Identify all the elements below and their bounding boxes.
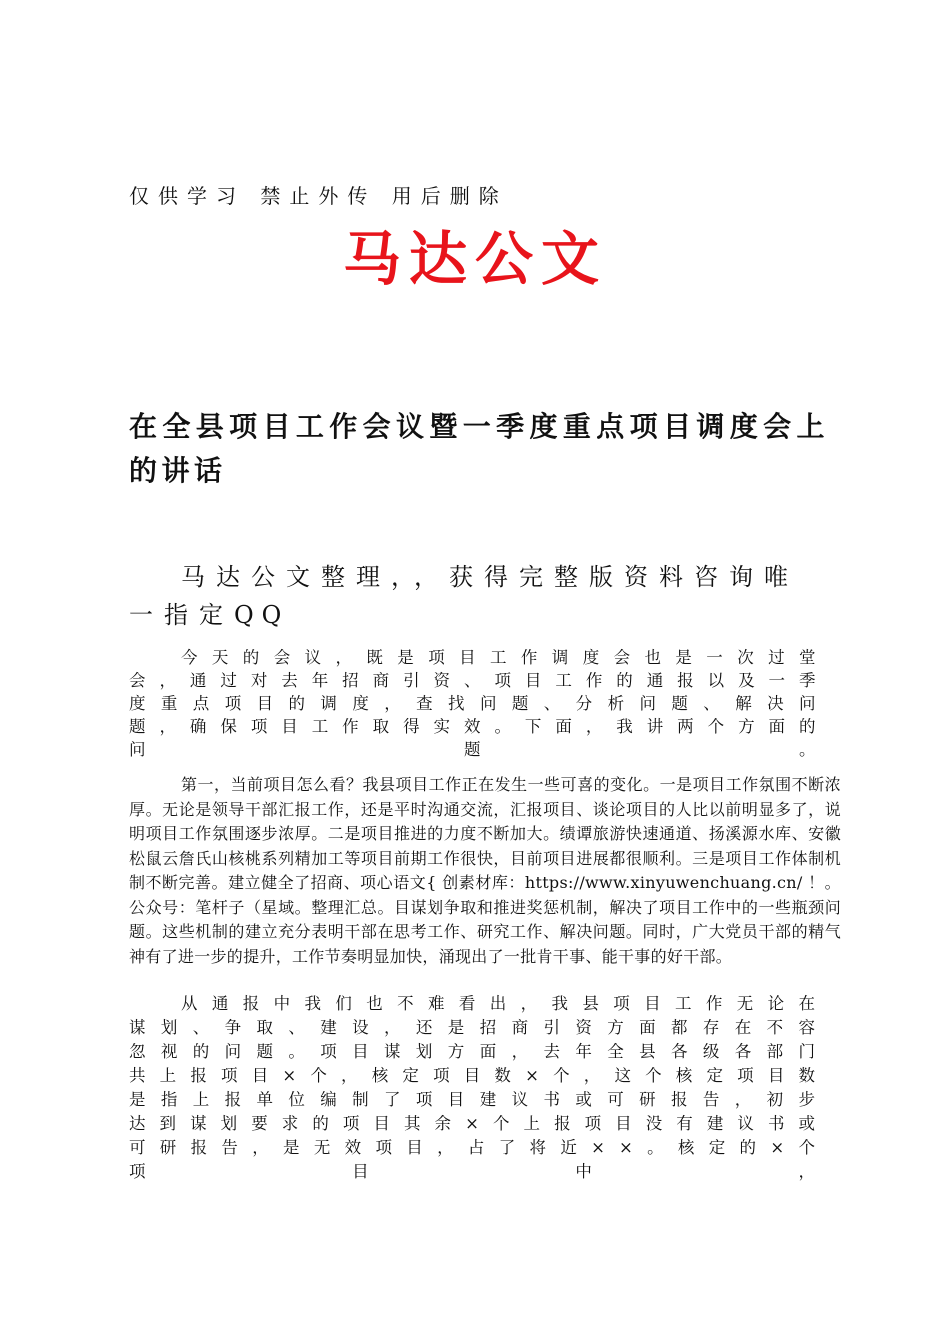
body-paragraph-2: 第一，当前项目怎么看？我县项目工作正在发生一些可喜的变化。一是项目工作氛围不断浓厚。无论是领导干部汇报工作，还是平时沟通交流，汇报项目、谈论项目的人比以前明显多了，说明项目工作氛围逐步浓厚。二是项目推进的力度不断加大。绩谭旅游快速通道、扬溪源水库、安徽松鼠云詹氏山核桃系列精加工等项目前期工作很快，目前项目进展都很顺利。三是项目工作体制机制不断完善。建立健全了招商、项心语文{ 创素材库：https://www.xinyuwenchuang.cn/ ！。公众号：笔杆子（星域。整理汇总。目谋划争取和推进奖惩机制，解决了项目工作中的一些瓶颈问题。这些机制的建立充分表明干部在思考工作、研究工作、解决问题。同时，广大党员干部的精气神有了进一步的提升，工作节奏明显加快，涌现出了一批肯干事、能干事的好干部。 (129, 775, 841, 966)
body-paragraph-3: 从通报中我们也不难看出，我县项目工作无论在谋划、争取、建设，还是招商引资方面都存在不容忽视的问题。项目谋划方面，去年全县各级各部门共上报项目×个，核定项目数×个，这个核定项目数是指上报单位编制了项目建议书或可研报告，初步达到谋划要求的项目其余×个上报项目没有建议书或可研报告，是无效项目，占了将近××。核定的×个项目中， (129, 994, 829, 1181)
lead-paragraph (129, 558, 829, 634)
speech-title: 在全县项目工作会议暨一季度重点项目调度会上的讲话 (129, 410, 829, 487)
usage-notice: 仅供学习 禁止外传 用后删除 (129, 184, 508, 208)
lead-text: 马达公文整理，，获得完整版资料咨询唯一指定 (129, 563, 799, 629)
brand-title: 马达公文 (343, 225, 608, 293)
body-paragraph-1: 今天的会议，既是项目工作调度会也是一次过堂会，通过对去年招商引资、项目工作的通报以及一季度重点项目的调度，查找问题、分析问题、解决问题，确保项目工作取得实效。下面，我讲两个方面的问题。 (129, 648, 829, 759)
lead-qq: QQ (234, 601, 290, 629)
